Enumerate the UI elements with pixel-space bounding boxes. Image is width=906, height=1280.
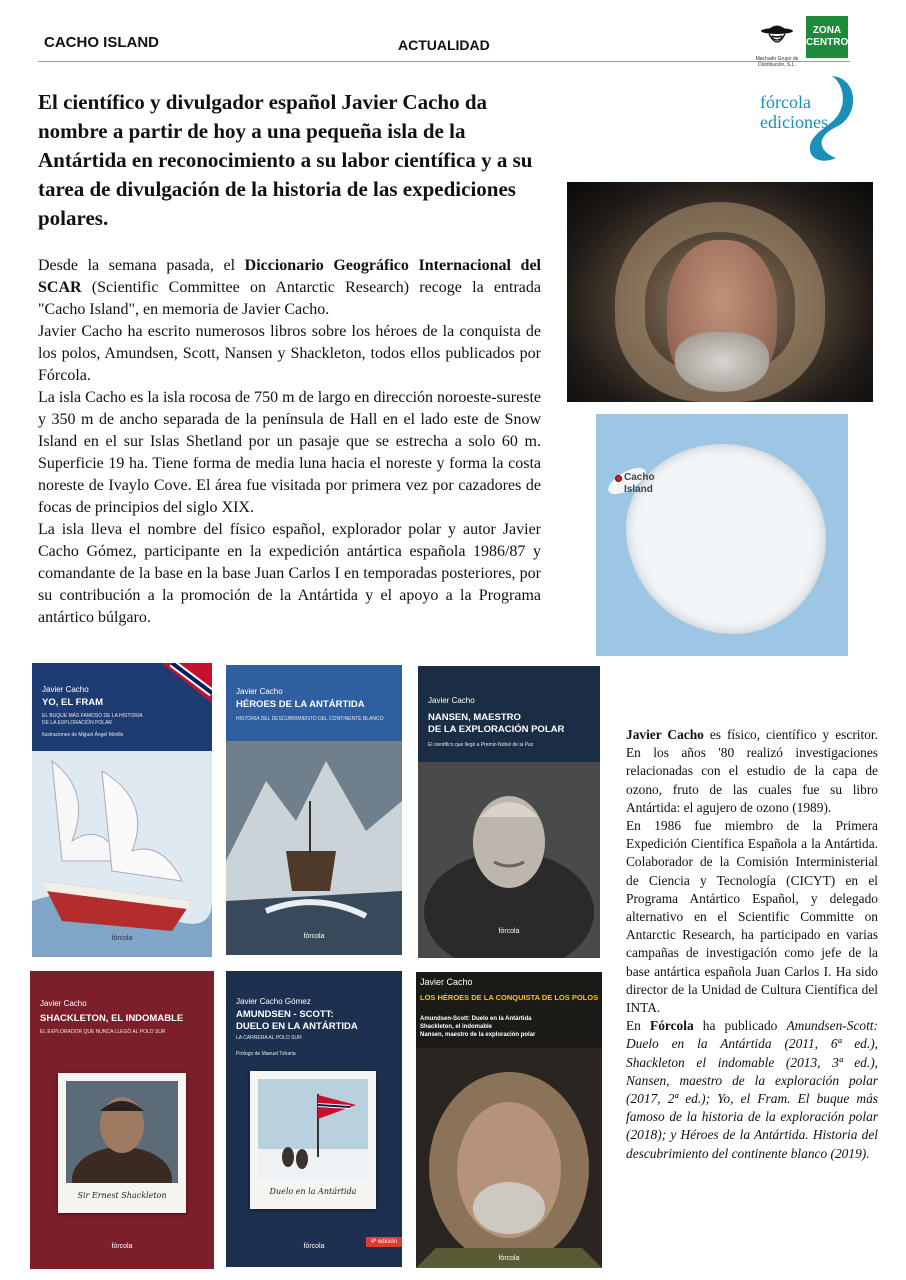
- shackleton-portrait: [66, 1081, 178, 1183]
- cover-photo-frame: [58, 1073, 186, 1213]
- map-label-line1: Cacho: [624, 472, 655, 483]
- book-cover-shackleton: [30, 971, 214, 1269]
- antarctica-map: [596, 414, 848, 656]
- book-cover-heroes-antartida: [226, 665, 402, 955]
- book-title: HÉROES DE LA ANTÁRTIDA: [236, 699, 365, 710]
- bio-publisher: Fórcola: [650, 1018, 694, 1034]
- book-line-1: Amundsen-Scott: Duelo en la Antártida: [420, 1016, 532, 1022]
- edition-badge: 4ª edición: [366, 1237, 402, 1247]
- paragraph-4: La isla lleva el nombre del físico español, explorador polar y autor Javier Cacho Gómez, participante en la expedición antártica española 1986/87 y comandante de la base en la base Juan Carlos I en temporadas posteriores, por su contribución a la promoción de la Antártida y el apoyo a la Programa antártico búlgaro.: [38, 521, 541, 626]
- paragraph-2: Javier Cacho ha escrito numerosos libros sobre los héroes de la conquista de los polos, Amundsen, Scott, Nansen y Shackleton, todos ellos publicados por Fórcola.: [38, 323, 541, 384]
- book-cover-conquista-polos: [416, 972, 602, 1268]
- author-bio: [626, 726, 878, 1163]
- book-title-1: NANSEN, MAESTRO: [428, 712, 521, 723]
- book-title: LOS HÉROES DE LA CONQUISTA DE LOS POLOS: [420, 993, 599, 1002]
- javier-cacho-portrait: [567, 182, 873, 402]
- book-cover-nansen: [418, 666, 600, 958]
- book-author: Javier Cacho Gómez: [236, 997, 311, 1006]
- book-line-3: Nansen, maestro de la exploración polar: [420, 1032, 536, 1038]
- machado-logo: [746, 22, 808, 68]
- book-title-2: DUELO EN LA ANTÁRTIDA: [236, 1021, 358, 1032]
- book-illustrator: Ilustraciones de Miguel Ángel Morillo: [42, 732, 124, 738]
- javier-cacho-parka-photo: [416, 1048, 602, 1268]
- p1-bold: Diccionario Geográfico Internacional del SCAR: [38, 257, 541, 296]
- forcola-logo: [760, 74, 860, 170]
- book-title-2: DE LA EXPLORACIÓN POLAR: [428, 724, 565, 735]
- book-publisher: fórcola: [111, 935, 133, 942]
- photo-caption: Duelo en la Antártida: [269, 1187, 357, 1196]
- book-title: YO, EL FRAM: [42, 697, 104, 708]
- bio-p1-text: es físico, científico y escritor. En los años '80 realizó investigaciones relacionadas con el estudio de la capa de ozono, fruto de las cuales fue su libro Antártida: el agujero de ozono (1989).: [626, 727, 878, 815]
- map-marker-icon: [615, 475, 622, 482]
- map-label-line2: Island: [624, 484, 653, 495]
- sailing-ship-illustration: [32, 751, 212, 957]
- photo-caption: Sir Ernest Shackleton: [77, 1191, 167, 1200]
- book-subtitle-2: DE LA EXPLORACIÓN POLAR: [42, 720, 113, 726]
- forcola-line2: ediciones: [760, 112, 828, 132]
- cover-photo-frame: [250, 1071, 376, 1209]
- norway-flag-icon: [132, 663, 212, 723]
- zona-line2: CENTRO: [806, 37, 849, 48]
- headline: El científico y divulgador español Javier Cacho da nombre a partir de hoy a una pequeña isla de la Antártida en reconocimiento a su labor científica y a su tarea de divulgación de la historia de las expediciones polares.: [38, 90, 533, 230]
- antarctic-ship-painting: [226, 741, 402, 955]
- antarctica-landmass: [626, 444, 826, 634]
- machado-logo-icon: [757, 22, 797, 50]
- bio-paragraph-3: [626, 1017, 878, 1163]
- book-subtitle-1: EL BUQUE MÁS FAMOSO DE LA HISTORIA: [42, 713, 143, 719]
- paragraph-3: La isla Cacho es la isla rocosa de 750 m de largo en dirección noroeste-sureste y 350 m de ancho separada de la península de Hall en el lado este de Snow Island en el sur Islas Shetland por un pasaje que se estrecha a solo 60 m. Superficie 19 ha. Tiene forma de media luna hacia el noreste y forma la costa noreste de Ivaylo Cove. El área fue visitada por primera vez por cazadores de focas de principios del siglo XIX.: [38, 389, 541, 516]
- book-line-2: Shackleton, el indomable: [420, 1024, 493, 1030]
- paragraph-1: [38, 255, 541, 321]
- book-subtitle: HISTORIA DEL DESCUBRIMIENTO DEL CONTINENTE BLANCO: [236, 716, 384, 722]
- book-subtitle: LA CARRERA AL POLO SUR: [236, 1035, 302, 1041]
- book-publisher: fórcola: [498, 928, 520, 935]
- book-author: Javier Cacho: [236, 687, 283, 696]
- book-author: Javier Cacho: [40, 999, 87, 1008]
- book-subtitle: El científico que llegó a Premio Nobel de la Paz: [428, 742, 534, 748]
- book-publisher: fórcola: [498, 1255, 520, 1262]
- article-body: [38, 255, 541, 629]
- book-publisher: fórcola: [303, 933, 325, 940]
- book-prologue: Prólogo de Manuel Toharia: [236, 1051, 296, 1057]
- section-label: CACHO ISLAND: [44, 34, 159, 51]
- p1-rest: (Scientific Committee on Antarctic Research) recoge la entrada "Cacho Island", en memoria de Javier Cacho.: [38, 279, 541, 318]
- zona-centro-logo: [806, 16, 848, 58]
- book-publisher: fórcola: [111, 1243, 133, 1250]
- bio-paragraph-1: [626, 726, 878, 817]
- zona-line1: ZONA: [812, 25, 842, 36]
- machado-text: Machado Grupo de Distribución, S.L.: [755, 56, 799, 68]
- bio-p3-mid: ha publicado: [693, 1018, 787, 1034]
- book-cover-yo-el-fram: [32, 663, 212, 957]
- beard: [675, 332, 769, 392]
- p1-intro: Desde la semana pasada, el: [38, 257, 245, 274]
- book-author: Javier Cacho: [428, 696, 475, 705]
- book-author: Javier Cacho: [420, 977, 473, 987]
- book-title: SHACKLETON, EL INDOMABLE: [40, 1013, 184, 1024]
- bio-p3-intro: En: [626, 1018, 651, 1034]
- category-label: ACTUALIDAD: [398, 37, 490, 53]
- book-publisher: fórcola: [303, 1243, 325, 1250]
- book-author: Javier Cacho: [42, 685, 89, 694]
- bio-paragraph-2: En 1986 fue miembro de la Primera Expedición Científica Española a la Antártida. Colaborador de la Comisión Interministerial de Ciencia y Tecnología (CICYT) en el Programa Antártico Español, y delegado alternativo en el Scientific Committe on Antarctic Research, ha participado en varias campañas de investigación como jefe de la base antártica española Juan Carlos I. Ha sido director de la Unidad de Cultura Científica del INTA.: [626, 818, 878, 1016]
- polar-flag-photo: [258, 1079, 368, 1179]
- bio-bibliography: Amundsen-Scott: Duelo en la Antártida (2011, 6ª ed.), Shackleton el indomable (2013, 3ª ed.), Nansen, maestro de la exploración polar (2017, 2ª ed.); Yo, el Fram. El buque más famoso de la historia de la exploración polar (2018); y Héroes de la Antártida. Historia del descubrimiento del continente blanco (2019).: [626, 1018, 878, 1161]
- book-subtitle: EL EXPLORADOR QUE NUNCA LLEGÓ AL POLO SUR: [40, 1029, 166, 1035]
- book-cover-amundsen-scott: [226, 971, 402, 1267]
- book-title-1: AMUNDSEN - SCOTT:: [236, 1009, 334, 1020]
- forcola-line1: fórcola: [760, 92, 811, 112]
- bio-name: Javier Cacho: [626, 727, 704, 742]
- page-header: [38, 22, 850, 68]
